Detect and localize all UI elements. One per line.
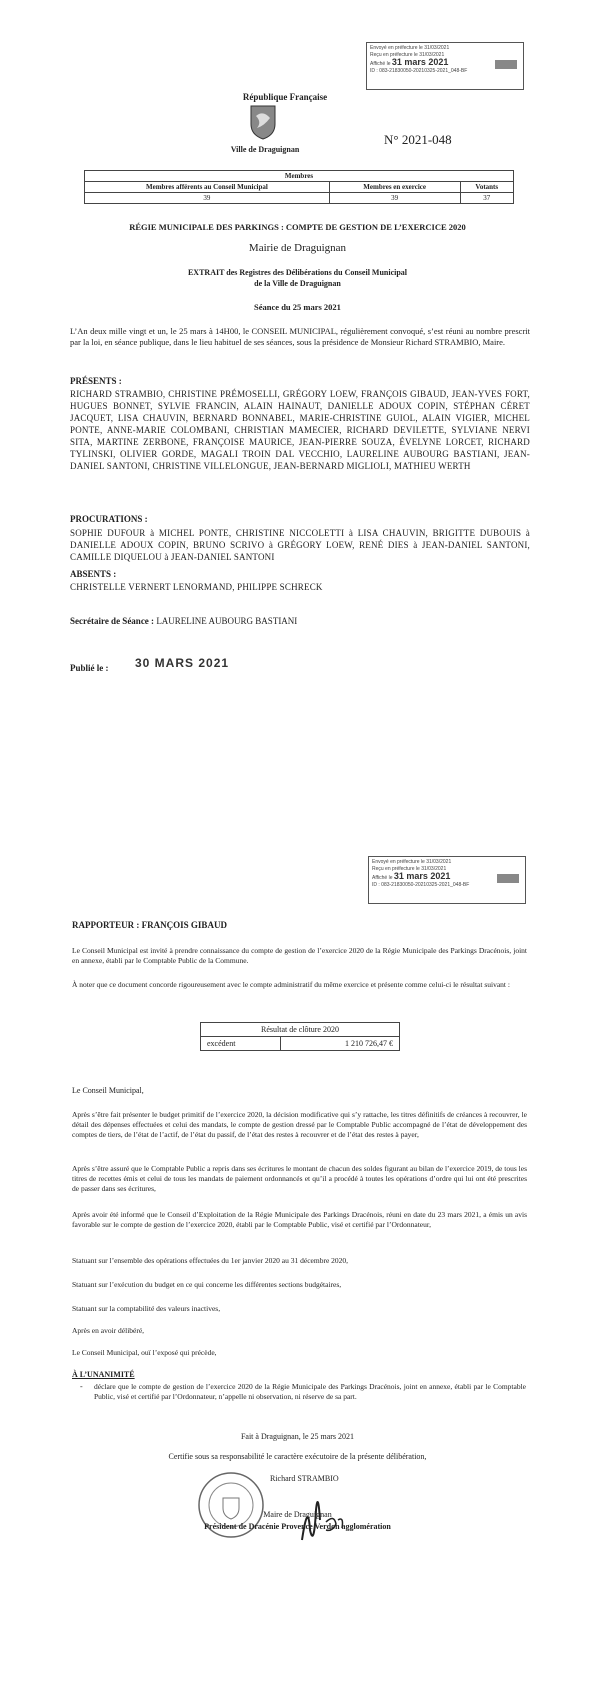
stamp-line-recu: Reçu en préfecture le 31/03/2021: [370, 52, 445, 58]
result-title: Résultat de clôture 2020: [201, 1023, 400, 1037]
ville-heading: Ville de Draguignan: [230, 145, 300, 154]
deliberation-number: N° 2021-048: [384, 132, 452, 147]
para-comptable: Après s’être assuré que le Comptable Public a repris dans ses écritures le montant de chacun des soldes figurant au bilan de l’exercice 2019, de tous les titres de recettes émis et celui de tous les mandats de paiement ordonnancés et qu’il a procédé à toutes les opérations d’ordre qui lui ont été prescrites de passer dans ses écritures,: [72, 1164, 527, 1193]
members-header-afferents: Membres afférents au Conseil Municipal: [85, 182, 330, 193]
extrait-line-1: EXTRAIT des Registres des Délibérations du Conseil Municipal: [187, 268, 408, 277]
members-header-exercice: Membres en exercice: [329, 182, 460, 193]
main-title: RÉGIE MUNICIPALE DES PARKINGS : COMPTE DE GESTION DE L’EXERCICE 2020: [129, 222, 466, 232]
presents-list: RICHARD STRAMBIO, CHRISTINE PRÉMOSELLI, GRÉGORY LOEW, FRANÇOIS GIBAUD, JEAN-YVES FORT, HUGUES BONNET, SYLVIE FRANCIN, ALAIN HAINAUT, DANIELLE ADOUX COPIN, STÉPHAN CÉRET JACQUET, LISA CHAUVIN, BERNARD BONNABEL, MARIE-CHRISTINE GUIOL, ALAIN VIGIER, MICHEL PONTE, ANNE-MARIE COLOMBANI, CHRISTIAN MAMECIER, RICHARD DEVILETTE, SYLVIANE NERVI SITA, MARTINE ZERBONE, FRANÇOISE MAURICE, JEAN-PIERRE SOUZA, ÉVELYNE LORCET, RICHARD TYLINSKI, OLIVIER GORDE, MAGALI TROIN DAL VECCHIO, LAURELINE AUBOURG BASTIANI, JEAN-DANIEL SANTONI, CHRISTINE VILLELONGUE, JEAN-BERNARD MIGLIOLI, MATHIEU WERTH: [70, 389, 530, 471]
coat-of-arms-icon: [248, 104, 278, 140]
members-value-exercice: 39: [329, 193, 460, 204]
result-label: excédent: [201, 1037, 281, 1051]
para-invite: Le Conseil Municipal est invité à prendre connaissance du compte de gestion de l’exercice 2020 de la Régie Municipale des Parkings Dracénois, joint en annexe, établi par le Comptable Public de la Commune.: [72, 946, 527, 965]
secretaire-line: [70, 616, 297, 626]
secretaire-label: Secrétaire de Séance :: [70, 616, 155, 626]
republic-heading: République Française: [242, 92, 328, 102]
result-value: 1 210 726,47 €: [281, 1037, 400, 1051]
para-concorde: À noter que ce document concorde rigoureusement avec le compte administratif du même exercice et présente comme celui-ci le résultat suivant :: [72, 980, 510, 989]
publie-date-stamp: 30 MARS 2021: [135, 656, 230, 670]
stamp2-affiche-label: Affiché le: [372, 875, 393, 881]
result-table: [200, 1022, 400, 1051]
unanimite-heading: À L’UNANIMITÉ: [72, 1370, 135, 1379]
members-table: [84, 170, 514, 204]
prefecture-stamp-2: [368, 856, 526, 904]
stamp-affiche-label: Affiché le: [370, 61, 391, 67]
presents-title: PRÉSENTS :: [70, 376, 122, 386]
absents-title: ABSENTS :: [70, 569, 117, 579]
seance-date: Séance du 25 mars 2021: [254, 302, 341, 312]
stamp2-affiche-date: 31 mars 2021: [393, 871, 451, 881]
stamp2-line-envoye: Envoyé en préfecture le 31/03/2021: [372, 859, 452, 865]
stamp-id: ID : 083-21830050-20210325-2021_048-BF: [370, 68, 468, 74]
members-value-afferents: 39: [85, 193, 330, 204]
para-delibere: Après en avoir délibéré,: [72, 1326, 145, 1335]
prefecture-stamp: [366, 42, 524, 90]
members-header-votants: Votants: [460, 182, 513, 193]
members-title: Membres: [85, 171, 514, 182]
stamp2-logo-icon: [497, 874, 519, 883]
para-oui-expose: Le Conseil Municipal, ouï l’exposé qui précède,: [72, 1348, 217, 1357]
stamp2-id: ID : 083-21830050-20210325-2021_048-BF: [372, 882, 470, 888]
conseil-municipal-line: Le Conseil Municipal,: [72, 1086, 144, 1095]
fait-line: Fait à Draguignan, le 25 mars 2021: [240, 1432, 355, 1441]
stamp-line-envoye: Envoyé en préfecture le 31/03/2021: [370, 45, 450, 51]
signer-title-maire: Maire de Draguignan: [263, 1510, 332, 1519]
absents-list: CHRISTELLE VERNERT LENORMAND, PHILIPPE SCHRECK: [70, 582, 323, 592]
signer-name: Richard STRAMBIO: [270, 1474, 339, 1483]
para-budget: Après s’être fait présenter le budget primitif de l’exercice 2020, la décision modificative qui s’y rattache, les titres définitifs de créances à recouvrer, le détail des dépenses effectuées et celui des mandats, le compte de gestion dressé par le Comptable Public accompagné de l’état de développement des comptes de tiers, de l’état de l’actif, de l’état du passif, de l’état des restes à recouvrer et de l’état des restes à payer,: [72, 1110, 527, 1139]
intro-paragraph: L’An deux mille vingt et un, le 25 mars à 14H00, le CONSEIL MUNICIPAL, régulièrement convoqué, s’est réuni au nombre prescrit par la loi, en séance publique, dans le lieu habituel de ses séances, sous la présidence de Monsieur Richard STRAMBIO, Maire.: [70, 326, 530, 347]
procurations-title: PROCURATIONS :: [70, 514, 148, 524]
para-exploitation: Après avoir été informé que le Conseil d’Exploitation de la Régie Municipale des Parkings Dracénois, réuni en date du 23 mars 2021, a émis un avis favorable sur le compte de gestion de l’exercice 2020, établi par le Comptable Public, visé et certifié par l’Ordonnateur,: [72, 1210, 527, 1229]
signer-title-president: Président de Dracénie Provence Verdon agglomération: [204, 1522, 391, 1531]
bullet-dash: -: [80, 1382, 83, 1391]
secretaire-name: LAURELINE AUBOURG BASTIANI: [156, 616, 298, 626]
para-statuant-budget: Statuant sur l’exécution du budget en ce qui concerne les différentes sections budgétaires,: [72, 1280, 342, 1289]
stamp-logo-icon: [495, 60, 517, 69]
publie-label: Publié le :: [70, 663, 109, 673]
para-statuant-operations: Statuant sur l’ensemble des opérations effectuées du 1er janvier 2020 au 31 décembre 2020,: [72, 1256, 349, 1265]
para-statuant-valeurs: Statuant sur la comptabilité des valeurs inactives,: [72, 1304, 221, 1313]
certifie-line: Certifie sous sa responsabilité le caractère exécutoire de la présente délibération,: [168, 1452, 427, 1461]
para-declare: déclare que le compte de gestion de l’exercice 2020 de la Régie Municipale des Parkings Dracénois, joint en annexe, établi par le Comptable Public, visé et certifié par l’Ordonnateur, n’appelle ni observation, ni réserve de sa part.: [94, 1382, 526, 1401]
extrait-line-2: de la Ville de Draguignan: [254, 279, 341, 288]
members-value-votants: 37: [460, 193, 513, 204]
mairie-heading: Mairie de Draguignan: [248, 242, 347, 254]
stamp2-line-recu: Reçu en préfecture le 31/03/2021: [372, 866, 447, 872]
rapporteur: RAPPORTEUR : FRANÇOIS GIBAUD: [72, 920, 227, 930]
procurations-list: SOPHIE DUFOUR à MICHEL PONTE, CHRISTINE NICCOLETTI à LISA CHAUVIN, BRIGITTE DUBOUIS à DANIELLE ADOUX COPIN, BRUNO SCRIVO à GRÉGORY LOEW, RENÉ DIES à JEAN-DANIEL SANTONI, CAMILLE DIQUELOU à JEAN-DANIEL SANTONI: [70, 528, 530, 562]
stamp-affiche-date: 31 mars 2021: [391, 57, 449, 67]
